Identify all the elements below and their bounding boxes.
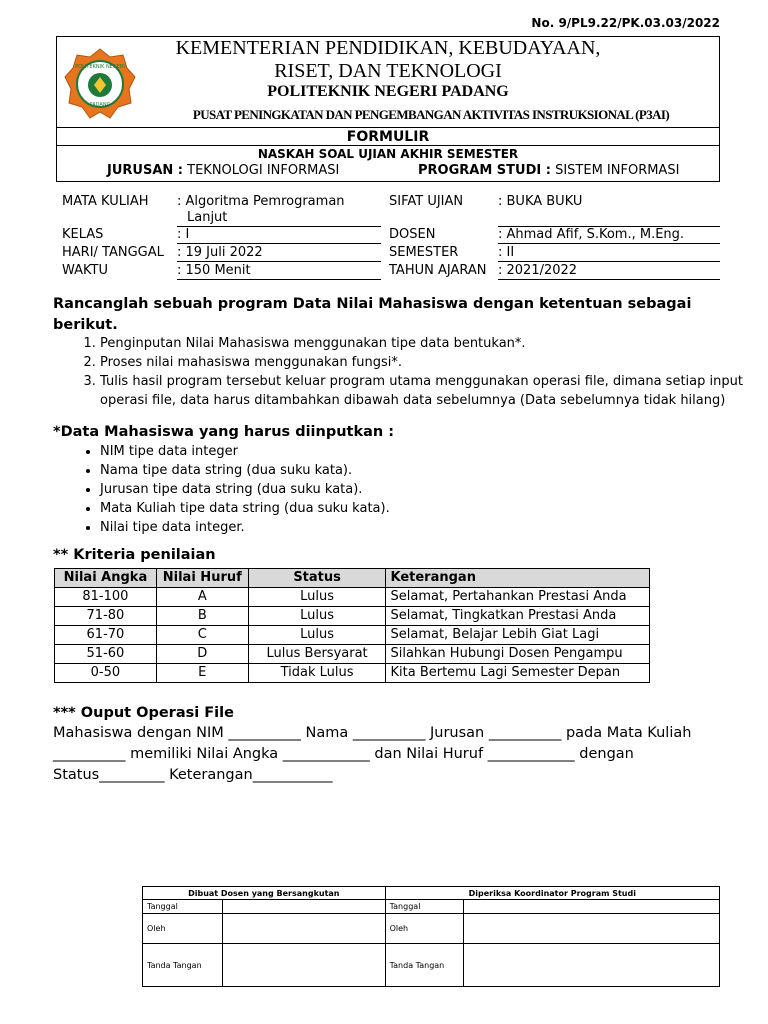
output-heading: *** Ouput Operasi File (53, 705, 234, 721)
list-item: 3. Tulis hasil program tersebut keluar program utama menggunakan operasi file, dimana setiap input operasi file, data harus ditambahkan dibawah data sebelumnya (Data sebelumnya tidak hilang) (100, 372, 768, 410)
course-value: : Algoritma Pemrograman (177, 194, 345, 209)
table-row (55, 664, 650, 683)
question-intro: Rancanglah sebuah program Data Nilai Mahasiswa dengan ketentuan sebagai berikut. (53, 296, 692, 333)
table-cell: Selamat, Tingkatkan Prestasi Anda (386, 607, 650, 626)
table-cell: A (156, 588, 248, 607)
academic-year-label: TAHUN AJARAN (389, 263, 487, 278)
table-cell: Lulus (248, 607, 386, 626)
date-label: HARI/ TANGGAL (62, 245, 164, 260)
row-label: Tanggal (385, 900, 463, 914)
table-cell: 0-50 (55, 664, 157, 683)
semester-value: : II (498, 245, 515, 260)
table-row (55, 588, 650, 607)
table-cell: 61-70 (55, 626, 157, 645)
lecturer-label: DOSEN (389, 227, 436, 242)
date-field[interactable] (222, 900, 385, 914)
column-header: Diperiksa Koordinator Program Studi (385, 887, 719, 900)
ministry-line-1: KEMENTERIAN PENDIDIKAN, KEBUDAYAAN, (175, 37, 601, 59)
polytechnic-name: POLITEKNIK NEGERI PADANG (267, 83, 509, 100)
table-cell: 81-100 (55, 588, 157, 607)
field-list (56, 442, 390, 537)
table-cell: E (156, 664, 248, 683)
signature-field[interactable] (463, 944, 720, 987)
list-item: 1. Penginputan Nilai Mahasiswa menggunakan tipe data bentukan*. (100, 334, 768, 353)
form-label: FORMULIR (346, 129, 430, 145)
ministry-title (57, 37, 719, 83)
table-cell: Tidak Lulus (248, 664, 386, 683)
column-header: Nilai Huruf (156, 569, 248, 588)
table-cell: Silahkan Hubungi Dosen Pengampu (386, 645, 650, 664)
study-program: PROGRAM STUDI : SISTEM INFORMASI (418, 163, 680, 178)
department: JURUSAN : TEKNOLOGI INFORMASI (107, 163, 340, 178)
data-heading: *Data Mahasiswa yang harus diinputkan : (53, 424, 395, 440)
table-header-row (55, 569, 650, 588)
semester-label: SEMESTER (389, 245, 459, 260)
criteria-table (54, 568, 650, 683)
signature-field[interactable] (222, 944, 385, 987)
document-number: No. 9/PL9.22/PK.03.03/2022 (531, 16, 720, 30)
table-cell: 71-80 (55, 607, 157, 626)
table-header-row (143, 887, 720, 900)
table-cell: Lulus Bersyarat (248, 645, 386, 664)
class-value: : I (177, 227, 190, 242)
course-label: MATA KULIAH (62, 194, 149, 209)
row-label: Oleh (385, 914, 463, 944)
list-item: • Nama tipe data string (dua suku kata). (100, 461, 390, 480)
ministry-line-2: RISET, DAN TEKNOLOGI (274, 60, 502, 82)
table-cell: Kita Bertemu Lagi Semester Depan (386, 664, 650, 683)
criteria-heading: ** Kriteria penilaian (53, 547, 216, 563)
table-cell: C (156, 626, 248, 645)
time-label: WAKTU (62, 263, 109, 278)
table-row (143, 900, 720, 914)
list-item: • Nilai tipe data integer. (100, 518, 390, 537)
table-cell: B (156, 607, 248, 626)
table-cell: Lulus (248, 626, 386, 645)
divider (57, 127, 719, 128)
date-value: : 19 Juli 2022 (177, 245, 263, 260)
column-header: Status (248, 569, 386, 588)
table-cell: 51-60 (55, 645, 157, 664)
table-cell: D (156, 645, 248, 664)
row-label: Tanggal (143, 900, 223, 914)
column-header: Nilai Angka (55, 569, 157, 588)
course-value-cont: Lanjut (187, 210, 228, 225)
table-cell: Selamat, Belajar Lebih Giat Lagi (386, 626, 650, 645)
academic-year-value: : 2021/2022 (498, 263, 578, 278)
row-label: Tanda Tangan (385, 944, 463, 987)
table-cell: Lulus (248, 588, 386, 607)
table-row (143, 914, 720, 944)
logo-text-bottom: PADANG (89, 102, 111, 108)
exam-type-label: SIFAT UJIAN (389, 194, 464, 209)
signature-table (142, 886, 720, 987)
table-row (55, 607, 650, 626)
name-field[interactable] (463, 914, 720, 944)
exam-type-value: : BUKA BUKU (498, 194, 583, 209)
output-template: Mahasiswa dengan NIM __________ Nama __________ Jurusan __________ pada Mata Kuliah __________ memiliki Nilai Angka ____________ dan Nilai Huruf ____________ dengan Status_________ Keterangan___________ (53, 725, 692, 783)
table-row (55, 645, 650, 664)
table-row (143, 944, 720, 987)
column-header: Dibuat Dosen yang Bersangkutan (143, 887, 386, 900)
lecturer-value: : Ahmad Afif, S.Kom., M.Eng. (498, 227, 685, 242)
logo-text-top: POLITEKNIK NEGERI (75, 64, 125, 70)
list-item: • NIM tipe data integer (100, 442, 390, 461)
name-field[interactable] (222, 914, 385, 944)
row-label: Oleh (143, 914, 223, 944)
list-item: • Jurusan tipe data string (dua suku kata). (100, 480, 390, 499)
letterhead (56, 36, 720, 182)
table-cell: Selamat, Pertahankan Prestasi Anda (386, 588, 650, 607)
column-header: Keterangan (386, 569, 650, 588)
row-label: Tanda Tangan (143, 944, 223, 987)
time-value: : 150 Menit (177, 263, 251, 278)
unit-name: PUSAT PENINGKATAN DAN PENGEMBANGAN AKTIVITAS INSTRUKSIONAL (P3AI) (192, 107, 670, 122)
class-label: KELAS (62, 227, 104, 242)
list-item: 2. Proses nilai mahasiswa menggunakan fungsi*. (100, 353, 768, 372)
task-list (56, 334, 768, 410)
divider (57, 145, 719, 146)
date-field[interactable] (463, 900, 720, 914)
exam-title: NASKAH SOAL UJIAN AKHIR SEMESTER (257, 147, 519, 161)
list-item: • Mata Kuliah tipe data string (dua suku kata). (100, 499, 390, 518)
table-row (55, 626, 650, 645)
